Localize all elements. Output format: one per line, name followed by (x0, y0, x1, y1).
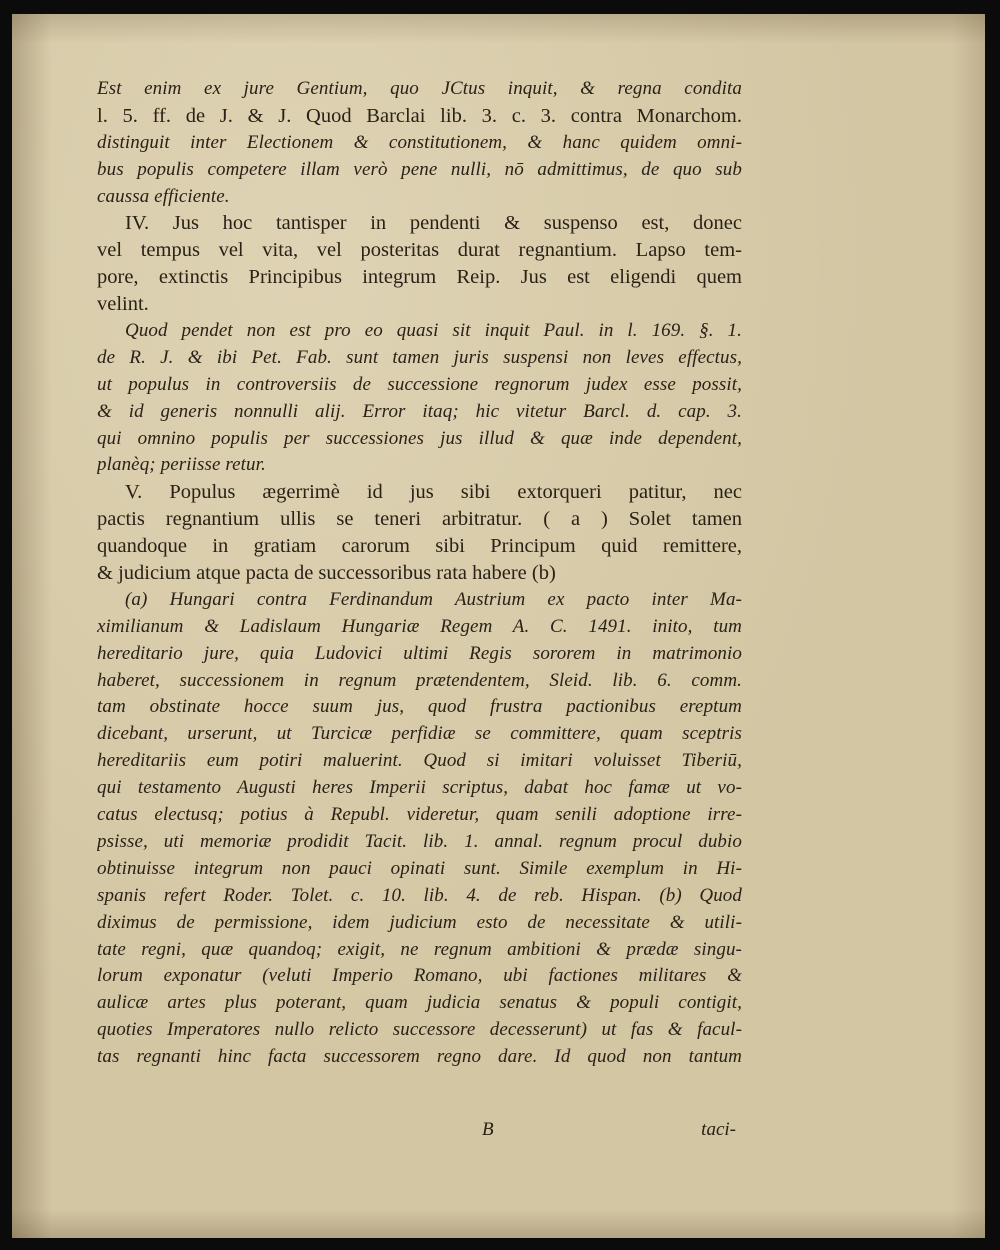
text-line: (a) Hungari contra Ferdinandum Austrium ex pacto inter Ma- (125, 588, 742, 610)
text-line: hereditario jure, quia Ludovici ultimi Regis sororem in matrimonio (97, 642, 742, 664)
text-line: de R. J. & ibi Pet. Fab. sunt tamen juris suspensi non leves effectus, (97, 346, 742, 368)
text-line: tam obstinate hocce suum jus, quod frustra pactionibus ereptum (97, 696, 742, 718)
text-line: & id generis nonnulli alij. Error itaq; hic vitetur Barcl. d. cap. 3. (97, 400, 742, 422)
text-line: distinguit inter Electionem & constitutionem, & hanc quidem omni- (97, 131, 742, 153)
text-line: obtinuisse integrum non pauci opinati sunt. Simile exemplum in Hi- (97, 857, 742, 879)
text-line: pore, extinctis Principibus integrum Reip. Jus est eligendi quem (97, 266, 742, 289)
text-line: planèq; periisse retur. (97, 454, 266, 476)
catchword: taci- (701, 1119, 736, 1140)
book-page (12, 14, 985, 1238)
text-line: velint. (97, 293, 149, 316)
text-line: vel tempus vel vita, vel posteritas durat regnantium. Lapso tem- (97, 239, 742, 262)
text-line: diximus de permissione, idem judicium esto de necessitate & utili- (97, 911, 742, 933)
text-line: qui omnino populis per successiones jus illud & quæ inde dependent, (97, 427, 742, 449)
text-line: spanis refert Roder. Tolet. c. 10. lib. 4. de reb. Hispan. (b) Quod (97, 884, 742, 906)
text-line: tas regnanti hinc facta successorem regno dare. Id quod non tantum (97, 1046, 742, 1068)
text-line: aulicæ artes plus poterant, quam judicia senatus & populi contigit, (97, 992, 742, 1014)
text-line: IV. Jus hoc tantisper in pendenti & suspenso est, donec (125, 212, 742, 235)
text-line: qui testamento Augusti heres Imperii scriptus, dabat hoc famæ ut vo- (97, 777, 742, 799)
text-line: tate regni, quæ quandoq; exigit, ne regnum ambitioni & prædæ singu- (97, 938, 742, 960)
text-line: caussa efficiente. (97, 185, 230, 207)
text-line: Quod pendet non est pro eo quasi sit inquit Paul. in l. 169. §. 1. (125, 320, 742, 342)
text-line: V. Populus ægerrimè id jus sibi extorqueri patitur, nec (125, 481, 742, 504)
text-line: dicebant, urserunt, ut Turcicæ perfidiæ se committere, quam sceptris (97, 723, 742, 745)
text-line: Est enim ex jure Gentium, quo JCtus inquit, & regna condita (97, 78, 742, 99)
text-line: haberet, successionem in regnum prætendentem, Sleid. lib. 6. comm. (97, 669, 742, 691)
signature-mark: B (482, 1119, 494, 1140)
text-line: lorum exponatur (veluti Imperio Romano, ubi factiones militares & (97, 965, 742, 987)
text-line: quoties Imperatores nullo relicto successore decesserunt) ut fas & facul- (97, 1019, 742, 1041)
page-text-block (97, 76, 742, 1071)
text-line: & judicium atque pacta de successoribus rata habere (b) (97, 562, 556, 585)
text-line: catus electusq; potius à Republ. videretur, quam senili adoptione irre- (97, 804, 742, 826)
text-line: hereditariis eum potiri maluerint. Quod si imitari voluisset Tiberiū, (97, 750, 742, 772)
text-line: pactis regnantium ullis se teneri arbitratur. ( a ) Solet tamen (97, 508, 742, 531)
text-line: ut populus in controversiis de successione regnorum judex esse possit, (97, 373, 742, 395)
text-line: l. 5. ff. de J. & J. Quod Barclai lib. 3. c. 3. contra Monarchom. (97, 104, 742, 127)
text-line: psisse, uti memoriæ prodidit Tacit. lib. 1. annal. regnum procul dubio (97, 830, 742, 852)
text-line: ximilianum & Ladislaum Hungariæ Regem A. C. 1491. inito, tum (97, 615, 742, 637)
page-footer (97, 1119, 742, 1147)
text-line: bus populis competere illam verò pene nulli, nō admittimus, de quo sub (97, 158, 742, 180)
text-line: quandoque in gratiam carorum sibi Principum quid remittere, (97, 535, 742, 558)
